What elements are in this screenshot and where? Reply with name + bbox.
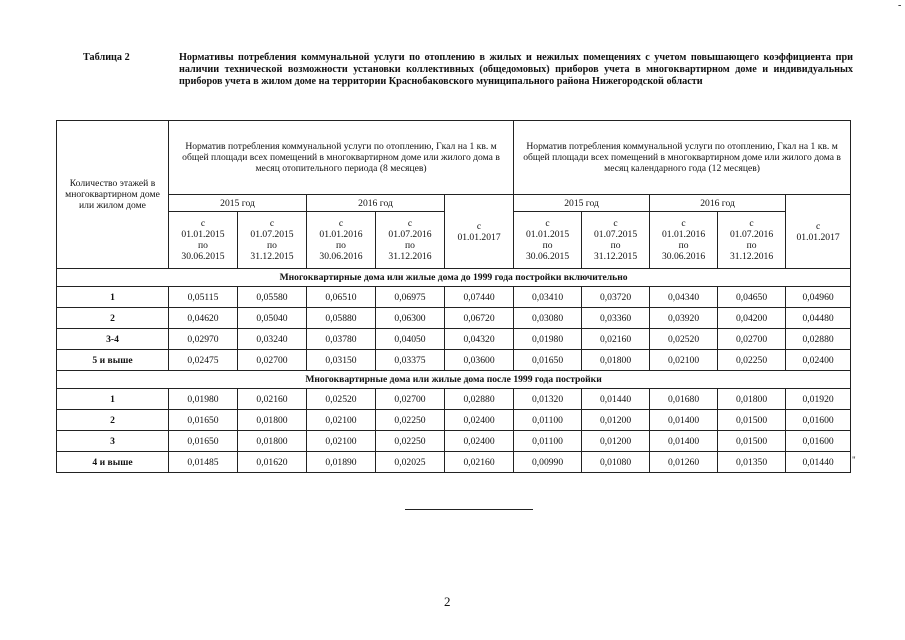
- norm-value-cell: 0,01400: [650, 431, 718, 452]
- floors-cell: 3-4: [57, 329, 169, 350]
- corner-dash-mark: -: [898, 0, 902, 11]
- year-header: 2015 год: [169, 195, 307, 212]
- norm-value-cell: 0,03375: [376, 350, 445, 371]
- norm-value-cell: 0,06300: [376, 308, 445, 329]
- period-header: [514, 212, 582, 269]
- norm-value-cell: 0,04650: [718, 287, 786, 308]
- header-row-years: [57, 195, 851, 212]
- table-row: [57, 389, 851, 410]
- period-end-text: 31.12.2015: [593, 251, 638, 262]
- norm-value-cell: 0,02025: [376, 452, 445, 473]
- norm-value-cell: 0,01680: [650, 389, 718, 410]
- period-start-text: 01.07.2016: [388, 229, 432, 240]
- norm-value-cell: 0,02700: [376, 389, 445, 410]
- norm-value-cell: 0,02160: [238, 389, 307, 410]
- norm-value-cell: 0,02160: [582, 329, 650, 350]
- norm-value-cell: 0,01080: [582, 452, 650, 473]
- norm-value-cell: 0,04320: [445, 329, 514, 350]
- norm-value-cell: 0,02400: [445, 410, 514, 431]
- period-from-text: с: [815, 220, 821, 232]
- table-title: Нормативы потребления коммунальной услуги по отоплению в жилых и нежилых помещениях с учетом повышающего коэффициента при наличии технической возможности установки коллективных (общедомовых) приборов учета в многоквартирном доме и индивидуальных приборов учета в жилом доме на территории Краснобаковского муниципального района Нижегородской области: [179, 52, 853, 87]
- norm-value-cell: 0,01400: [650, 410, 718, 431]
- norm-value-cell: 0,02475: [169, 350, 238, 371]
- period-from-text: с: [338, 218, 344, 229]
- year-header: 2015 год: [514, 195, 650, 212]
- norm-value-cell: 0,02970: [169, 329, 238, 350]
- norm-value-cell: 0,03240: [238, 329, 307, 350]
- period-from-text: с: [476, 220, 482, 232]
- period-to-text: по: [542, 240, 553, 251]
- period-start-text: 01.07.2015: [593, 229, 638, 240]
- period-end-text: 30.06.2015: [181, 251, 225, 262]
- norm-value-cell: 0,07440: [445, 287, 514, 308]
- norm-value-cell: 0,01620: [238, 452, 307, 473]
- table-caption: [83, 52, 853, 88]
- norm-value-cell: 0,03150: [307, 350, 376, 371]
- norm-value-cell: 0,01650: [169, 431, 238, 452]
- period-start-text: 01.07.2016: [729, 229, 774, 240]
- norm-value-cell: 0,02100: [307, 410, 376, 431]
- norm-value-cell: 0,01485: [169, 452, 238, 473]
- period-header: [169, 212, 238, 269]
- section-header-row: [57, 269, 851, 287]
- norm-value-cell: 0,03720: [582, 287, 650, 308]
- year-header: 2016 год: [307, 195, 445, 212]
- norm-value-cell: 0,04620: [169, 308, 238, 329]
- norm-value-cell: 0,00990: [514, 452, 582, 473]
- norm-value-cell: 0,01100: [514, 410, 582, 431]
- period-header: [307, 212, 376, 269]
- period-from-text: с: [407, 218, 413, 229]
- norm-value-cell: 0,02880: [786, 329, 851, 350]
- period-header: [718, 212, 786, 269]
- norm-value-cell: 0,01800: [582, 350, 650, 371]
- norm-value-cell: 0,01600: [786, 431, 851, 452]
- norm-value-cell: 0,01650: [169, 410, 238, 431]
- floors-cell: 1: [57, 389, 169, 410]
- norm-value-cell: 0,04340: [650, 287, 718, 308]
- norm-value-cell: 0,06975: [376, 287, 445, 308]
- section-header-row: [57, 371, 851, 389]
- period-header: [238, 212, 307, 269]
- floors-cell: 3: [57, 431, 169, 452]
- year-header: 2016 год: [650, 195, 786, 212]
- period-end-text: 31.12.2016: [729, 251, 774, 262]
- norm-value-cell: 0,02520: [307, 389, 376, 410]
- norm-value-cell: 0,01100: [514, 431, 582, 452]
- period-from-text: с: [613, 218, 618, 229]
- period-end-text: 31.12.2016: [388, 251, 432, 262]
- norm-value-cell: 0,02250: [718, 350, 786, 371]
- norm-value-cell: 0,03080: [514, 308, 582, 329]
- floors-cell: 1: [57, 287, 169, 308]
- norm-value-cell: 0,01600: [786, 410, 851, 431]
- period-header: [582, 212, 650, 269]
- table-row: [57, 350, 851, 371]
- norm-value-cell: 0,01980: [169, 389, 238, 410]
- period-from-text: с: [545, 218, 550, 229]
- period-start-text: 01.01.2016: [661, 229, 706, 240]
- norm-value-cell: 0,01200: [582, 431, 650, 452]
- period-start-text: 01.01.2016: [319, 229, 363, 240]
- closing-quote-mark: ": [852, 455, 856, 465]
- table-row: [57, 452, 851, 473]
- period-to-text: по: [746, 240, 757, 251]
- norm-value-cell: 0,04960: [786, 287, 851, 308]
- period-start-text: 01.01.2017: [457, 231, 501, 243]
- norm-value-cell: 0,02250: [376, 410, 445, 431]
- norm-value-cell: 0,01800: [238, 410, 307, 431]
- table-row: [57, 431, 851, 452]
- norm-value-cell: 0,01200: [582, 410, 650, 431]
- period-end-text: 30.06.2016: [319, 251, 363, 262]
- heating-norms-table: [56, 120, 851, 473]
- period-header: [786, 195, 851, 269]
- floors-cell: 2: [57, 308, 169, 329]
- calendar-year-group-header: Норматив потребления коммунальной услуги по отоплению, Гкал на 1 кв. м общей площади всех помещений в многоквартирном доме или жилого дома в месяц календарного года (12 месяцев): [514, 121, 851, 195]
- separator-line: [405, 509, 533, 510]
- heating-season-group-header: Норматив потребления коммунальной услуги по отоплению, Гкал на 1 кв. м общей площади всех помещений в многоквартирном доме или жилого дома в месяц отопительного периода (8 месяцев): [169, 121, 514, 195]
- norm-value-cell: 0,04050: [376, 329, 445, 350]
- norm-value-cell: 0,05580: [238, 287, 307, 308]
- period-header: [650, 212, 718, 269]
- period-end-text: 30.06.2016: [661, 251, 706, 262]
- period-start-text: 01.07.2015: [250, 229, 294, 240]
- norm-value-cell: 0,02880: [445, 389, 514, 410]
- norm-value-cell: 0,01350: [718, 452, 786, 473]
- norm-value-cell: 0,01920: [786, 389, 851, 410]
- period-to-text: по: [198, 240, 208, 251]
- norm-value-cell: 0,02700: [718, 329, 786, 350]
- period-to-text: по: [610, 240, 621, 251]
- period-from-text: с: [681, 218, 686, 229]
- norm-value-cell: 0,05115: [169, 287, 238, 308]
- table-row: [57, 329, 851, 350]
- norm-value-cell: 0,02400: [786, 350, 851, 371]
- period-from-text: с: [749, 218, 754, 229]
- table-row: [57, 308, 851, 329]
- table-number-label: Таблица 2: [83, 52, 130, 63]
- norm-value-cell: 0,03920: [650, 308, 718, 329]
- norm-value-cell: 0,01440: [786, 452, 851, 473]
- norm-value-cell: 0,01980: [514, 329, 582, 350]
- floors-cell: 2: [57, 410, 169, 431]
- norm-value-cell: 0,03600: [445, 350, 514, 371]
- norm-value-cell: 0,01800: [238, 431, 307, 452]
- floors-column-header: Количество этажей в многоквартирном доме или жилом доме: [57, 121, 169, 269]
- period-end-text: 30.06.2015: [525, 251, 570, 262]
- header-row-groups: [57, 121, 851, 195]
- norm-value-cell: 0,05040: [238, 308, 307, 329]
- norm-value-cell: 0,03780: [307, 329, 376, 350]
- period-start-text: 01.01.2015: [181, 229, 225, 240]
- norm-value-cell: 0,01260: [650, 452, 718, 473]
- norm-value-cell: 0,06720: [445, 308, 514, 329]
- table-body: [57, 121, 851, 473]
- period-header: [445, 195, 514, 269]
- norm-value-cell: 0,02100: [307, 431, 376, 452]
- norm-value-cell: 0,01440: [582, 389, 650, 410]
- norm-value-cell: 0,02400: [445, 431, 514, 452]
- period-start-text: 01.01.2017: [796, 231, 840, 243]
- period-to-text: по: [678, 240, 689, 251]
- period-header: [376, 212, 445, 269]
- period-to-text: по: [267, 240, 277, 251]
- norm-value-cell: 0,02700: [238, 350, 307, 371]
- norm-value-cell: 0,01500: [718, 410, 786, 431]
- norm-value-cell: 0,04480: [786, 308, 851, 329]
- norm-value-cell: 0,06510: [307, 287, 376, 308]
- norm-value-cell: 0,01890: [307, 452, 376, 473]
- section-title: Многоквартирные дома или жилые дома после 1999 года постройки: [57, 371, 851, 389]
- norm-value-cell: 0,03360: [582, 308, 650, 329]
- norm-value-cell: 0,02520: [650, 329, 718, 350]
- page-number: 2: [444, 594, 451, 609]
- period-from-text: с: [269, 218, 275, 229]
- norm-value-cell: 0,01500: [718, 431, 786, 452]
- period-to-text: по: [336, 240, 346, 251]
- period-end-text: 31.12.2015: [250, 251, 294, 262]
- norm-value-cell: 0,02160: [445, 452, 514, 473]
- norm-value-cell: 0,03410: [514, 287, 582, 308]
- norm-value-cell: 0,05880: [307, 308, 376, 329]
- section-title: Многоквартирные дома или жилые дома до 1999 года постройки включительно: [57, 269, 851, 287]
- norm-value-cell: 0,01800: [718, 389, 786, 410]
- period-to-text: по: [405, 240, 415, 251]
- norm-value-cell: 0,01320: [514, 389, 582, 410]
- period-from-text: с: [200, 218, 206, 229]
- table-row: [57, 410, 851, 431]
- norm-value-cell: 0,02250: [376, 431, 445, 452]
- norm-value-cell: 0,04200: [718, 308, 786, 329]
- norm-value-cell: 0,02100: [650, 350, 718, 371]
- period-start-text: 01.01.2015: [525, 229, 570, 240]
- floors-cell: 5 и выше: [57, 350, 169, 371]
- table-row: [57, 287, 851, 308]
- norm-value-cell: 0,01650: [514, 350, 582, 371]
- floors-cell: 4 и выше: [57, 452, 169, 473]
